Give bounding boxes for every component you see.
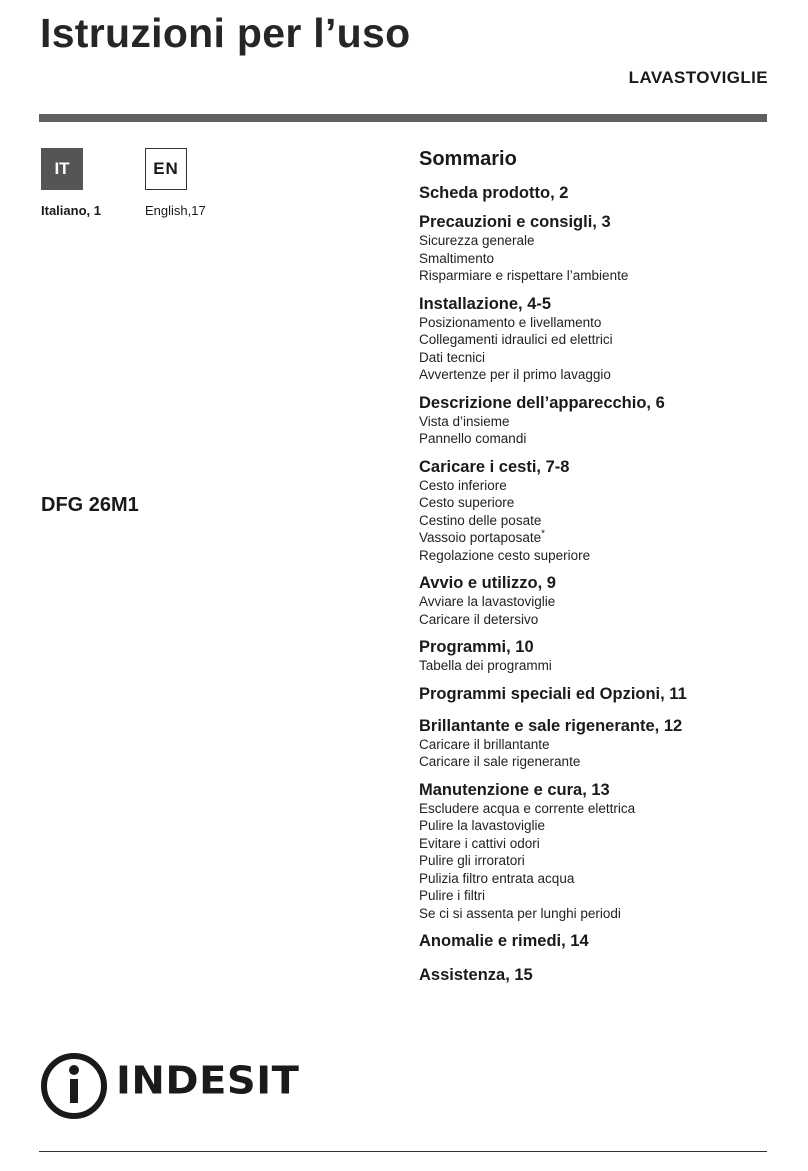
- toc-heading: Precauzioni e consigli, 3: [419, 213, 611, 231]
- toc-section: [419, 780, 779, 923]
- toc-item: Vista d’insieme: [419, 413, 510, 429]
- toc-heading: Avvio e utilizzo, 9: [419, 574, 556, 592]
- toc-section: [419, 183, 779, 203]
- toc-heading: Installazione, 4-5: [419, 294, 552, 313]
- toc-item: Pulire gli irroratori: [419, 853, 525, 868]
- toc-item: Caricare il detersivo: [419, 611, 539, 627]
- toc-section: [419, 457, 779, 565]
- toc-heading: Caricare i cesti, 7-8: [419, 457, 570, 476]
- toc-item: Se ci si assenta per lunghi periodi: [419, 905, 621, 921]
- toc-heading: Brillantante e sale rigenerante, 12: [419, 716, 683, 735]
- toc-heading: Descrizione dell’apparecchio, 6: [419, 393, 665, 412]
- toc-title: Sommario: [419, 148, 517, 170]
- toc-item: Avviare la lavastoviglie: [419, 594, 556, 609]
- toc-section: [419, 716, 779, 771]
- toc-heading: Manutenzione e cura, 13: [419, 780, 610, 799]
- toc-item: Tabella dei programmi: [419, 658, 552, 673]
- toc-item: Escludere acqua e corrente elettrica: [419, 800, 636, 816]
- brand-logo-text: INDESIT: [116, 1059, 300, 1103]
- toc-heading: Scheda prodotto, 2: [419, 184, 569, 202]
- top-divider: [39, 114, 767, 122]
- toc-item: Avvertenze per il primo lavaggio: [419, 367, 611, 382]
- toc-item: Caricare il sale rigenerante: [419, 754, 581, 769]
- toc-item: Dati tecnici: [419, 349, 486, 365]
- toc-heading: Assistenza, 15: [419, 966, 533, 984]
- document-category: LAVASTOVIGLIE: [628, 68, 768, 87]
- toc-section: [419, 684, 779, 704]
- toc-item: Posizionamento e livellamento: [419, 314, 602, 330]
- language-caption-en: English,17: [145, 203, 206, 218]
- toc-item: Collegamenti idraulici ed elettrici: [419, 332, 613, 347]
- toc-heading: Programmi speciali ed Opzioni, 11: [419, 684, 687, 703]
- toc-section: [419, 637, 779, 675]
- toc-item: Pannello comandi: [419, 431, 527, 446]
- toc-item: Evitare i cattivi odori: [419, 835, 540, 851]
- toc-heading: Anomalie e rimedi, 14: [419, 932, 589, 950]
- language-badge-it[interactable]: IT: [41, 148, 83, 190]
- toc-section: [419, 573, 779, 628]
- toc-section: [419, 965, 779, 985]
- toc-heading: Programmi, 10: [419, 638, 534, 656]
- toc-item: Pulire i filtri: [419, 888, 486, 903]
- toc-section: [419, 931, 779, 951]
- model-number: DFG 26M1: [41, 494, 139, 516]
- toc-item-text: Vassoio portaposate: [419, 530, 542, 545]
- toc-item: Cesto superiore: [419, 495, 515, 510]
- toc-item: [419, 529, 779, 547]
- toc-item: Pulizia filtro entrata acqua: [419, 870, 575, 886]
- asterisk-note: *: [541, 528, 545, 540]
- toc-item: Risparmiare e rispettare l’ambiente: [419, 268, 629, 283]
- bottom-divider: [39, 1151, 767, 1152]
- toc-item: Regolazione cesto superiore: [419, 547, 591, 563]
- toc-item: Smaltimento: [419, 250, 495, 266]
- toc-section: [419, 294, 779, 384]
- toc-section: [419, 393, 779, 448]
- language-badge-en[interactable]: EN: [145, 148, 187, 190]
- toc-item: Sicurezza generale: [419, 233, 535, 248]
- page-title: Istruzioni per l’uso: [40, 10, 411, 56]
- table-of-contents: [419, 147, 779, 994]
- toc-item: Pulire la lavastoviglie: [419, 818, 546, 833]
- toc-item: Cestino delle posate: [419, 512, 542, 528]
- language-caption-it: Italiano, 1: [41, 203, 101, 218]
- toc-section: [419, 212, 779, 285]
- toc-item: Caricare il brillantante: [419, 736, 550, 752]
- toc-item: Cesto inferiore: [419, 477, 507, 493]
